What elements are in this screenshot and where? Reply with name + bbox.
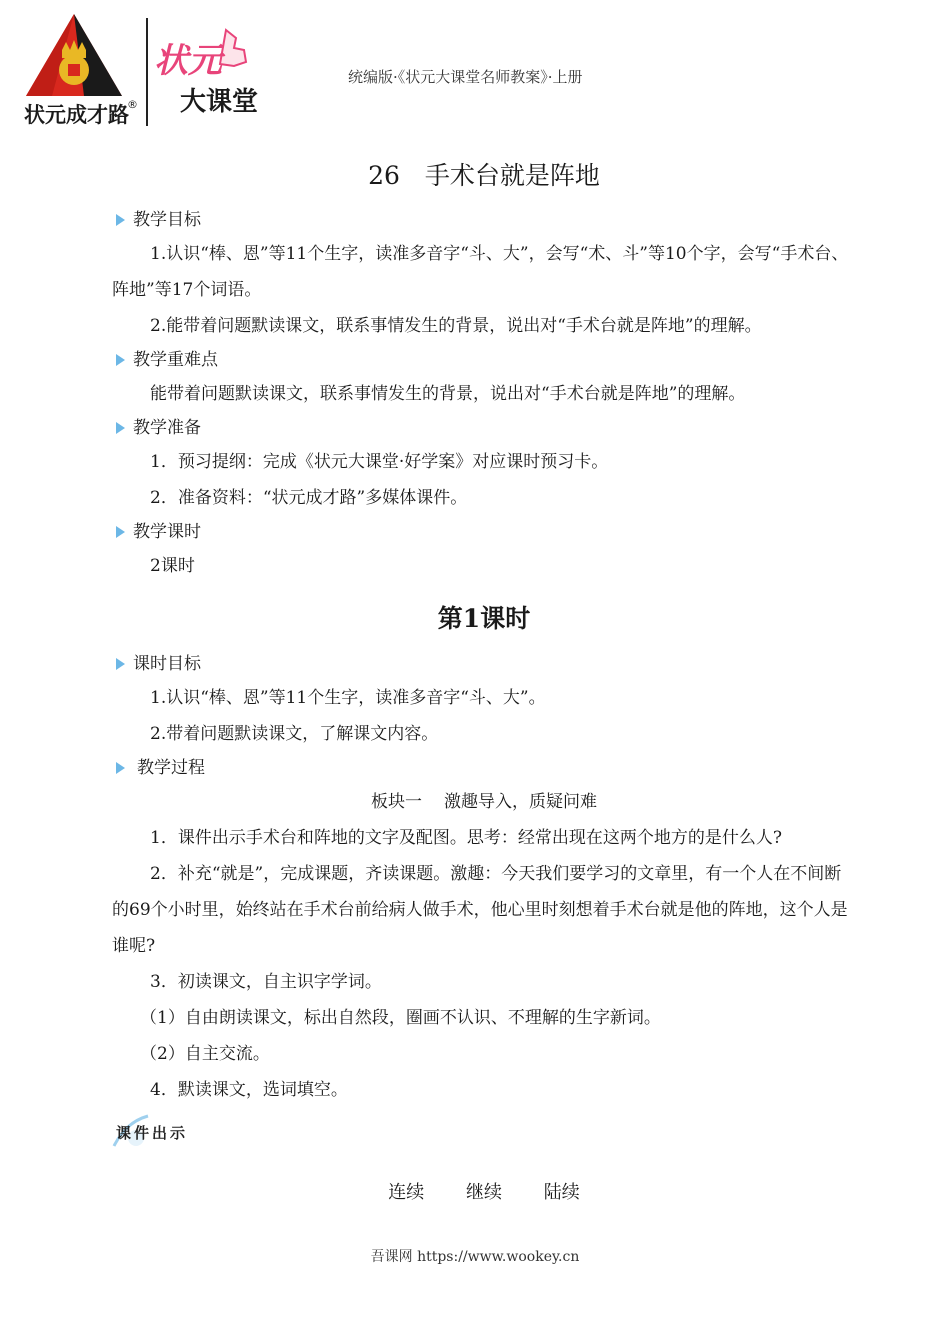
block-title <box>112 784 856 820</box>
block-title-number: 板块一 <box>371 792 422 812</box>
word-choices <box>112 1178 856 1204</box>
section-heading-hours <box>112 516 856 548</box>
word-choice: 连续 <box>388 1182 425 1203</box>
section-heading-label: 教学目标 <box>133 210 201 230</box>
section-heading-label: 教学过程 <box>137 758 205 778</box>
section-heading-process <box>112 752 856 784</box>
lesson-goal-item: 2.带着问题默读课文，了解课文内容。 <box>150 724 439 744</box>
triangle-bullet-icon <box>116 526 125 538</box>
logo-divider <box>146 18 148 126</box>
page-title: 26 手术台就是阵地 <box>368 161 600 190</box>
triangle-bullet-icon <box>116 214 125 226</box>
lesson-title: 第1课时 <box>437 604 531 633</box>
triangle-bullet-icon <box>116 762 125 774</box>
footer-url: 吾课网 https://www.wookey.cn <box>370 1249 580 1265</box>
section-heading-key-points <box>112 344 856 376</box>
thumbs-up-icon <box>152 28 270 118</box>
goal-item: 2.能带着问题默读课文，联系事情发生的背景，说出对“手术台就是阵地”的理解。 <box>150 316 762 336</box>
section-heading-label: 课时目标 <box>133 654 201 674</box>
process-step: 1．课件出示手术台和阵地的文字及配图。思考：经常出现在这两个地方的是什么人? <box>150 828 782 848</box>
courseware-banner <box>112 1112 856 1148</box>
hours-text: 2课时 <box>150 556 195 576</box>
courseware-label: 课件出示 <box>116 1124 189 1142</box>
section-heading-lesson-goals <box>112 648 856 680</box>
logo-triangle-icon <box>22 12 150 130</box>
process-step: 4．默读课文，选词填空。 <box>150 1080 348 1100</box>
preparation-item: 2．准备资料：“状元成才路”多媒体课件。 <box>150 488 468 508</box>
logo-left-text: 状元成才路 <box>24 103 129 127</box>
process-step: （2）自主交流。 <box>140 1044 270 1064</box>
edition-header: 统编版·《状元大课堂名师教案》·上册 <box>348 68 583 86</box>
logo-zhuangyuan-daketang <box>152 28 270 118</box>
process-step: （1）自由朗读课文，标出自然段，圈画不认识、不理解的生字新词。 <box>140 1008 661 1028</box>
section-heading-label: 教学课时 <box>133 522 201 542</box>
logo-right-line2: 大课堂 <box>180 87 259 117</box>
goal-item: 1.认识“棒、恩”等11个生字，读准多音字“斗、大”，会写“术、斗”等10个字，会写“手术台、阵地”等17个词语。 <box>112 244 849 300</box>
preparation-item: 1．预习提纲：完成《状元大课堂·好学案》对应课时预习卡。 <box>150 452 609 472</box>
section-heading-label: 教学准备 <box>133 418 201 438</box>
section-heading-preparation <box>112 412 856 444</box>
process-step: 3．初读课文，自主识字学词。 <box>150 972 382 992</box>
logo-right-line1: 状元 <box>154 41 222 81</box>
lesson-goal-item: 1.认识“棒、恩”等11个生字，读准多音字“斗、大”。 <box>150 688 546 708</box>
registered-mark: ® <box>127 98 138 111</box>
word-choice: 陆续 <box>543 1182 580 1203</box>
triangle-bullet-icon <box>116 422 125 434</box>
triangle-bullet-icon <box>116 354 125 366</box>
logo-zhuangyuan-chengcailu <box>22 12 150 130</box>
word-choice: 继续 <box>466 1182 502 1203</box>
section-heading-goals <box>112 204 856 236</box>
block-title-text: 激趣导入，质疑问难 <box>444 792 597 812</box>
section-heading-label: 教学重难点 <box>133 350 218 370</box>
triangle-bullet-icon <box>116 658 125 670</box>
process-step: 2．补充“就是”，完成课题，齐读课题。激趣：今天我们要学习的文章里，有一个人在不间断的69个小时里，始终站在手术台前给病人做手术，他心里时刻想着手术台就是他的阵地，这个人是谁呢? <box>112 864 848 956</box>
key-points-text: 能带着问题默读课文，联系事情发生的背景，说出对“手术台就是阵地”的理解。 <box>150 384 746 404</box>
lesson-plan-body <box>112 156 856 1204</box>
